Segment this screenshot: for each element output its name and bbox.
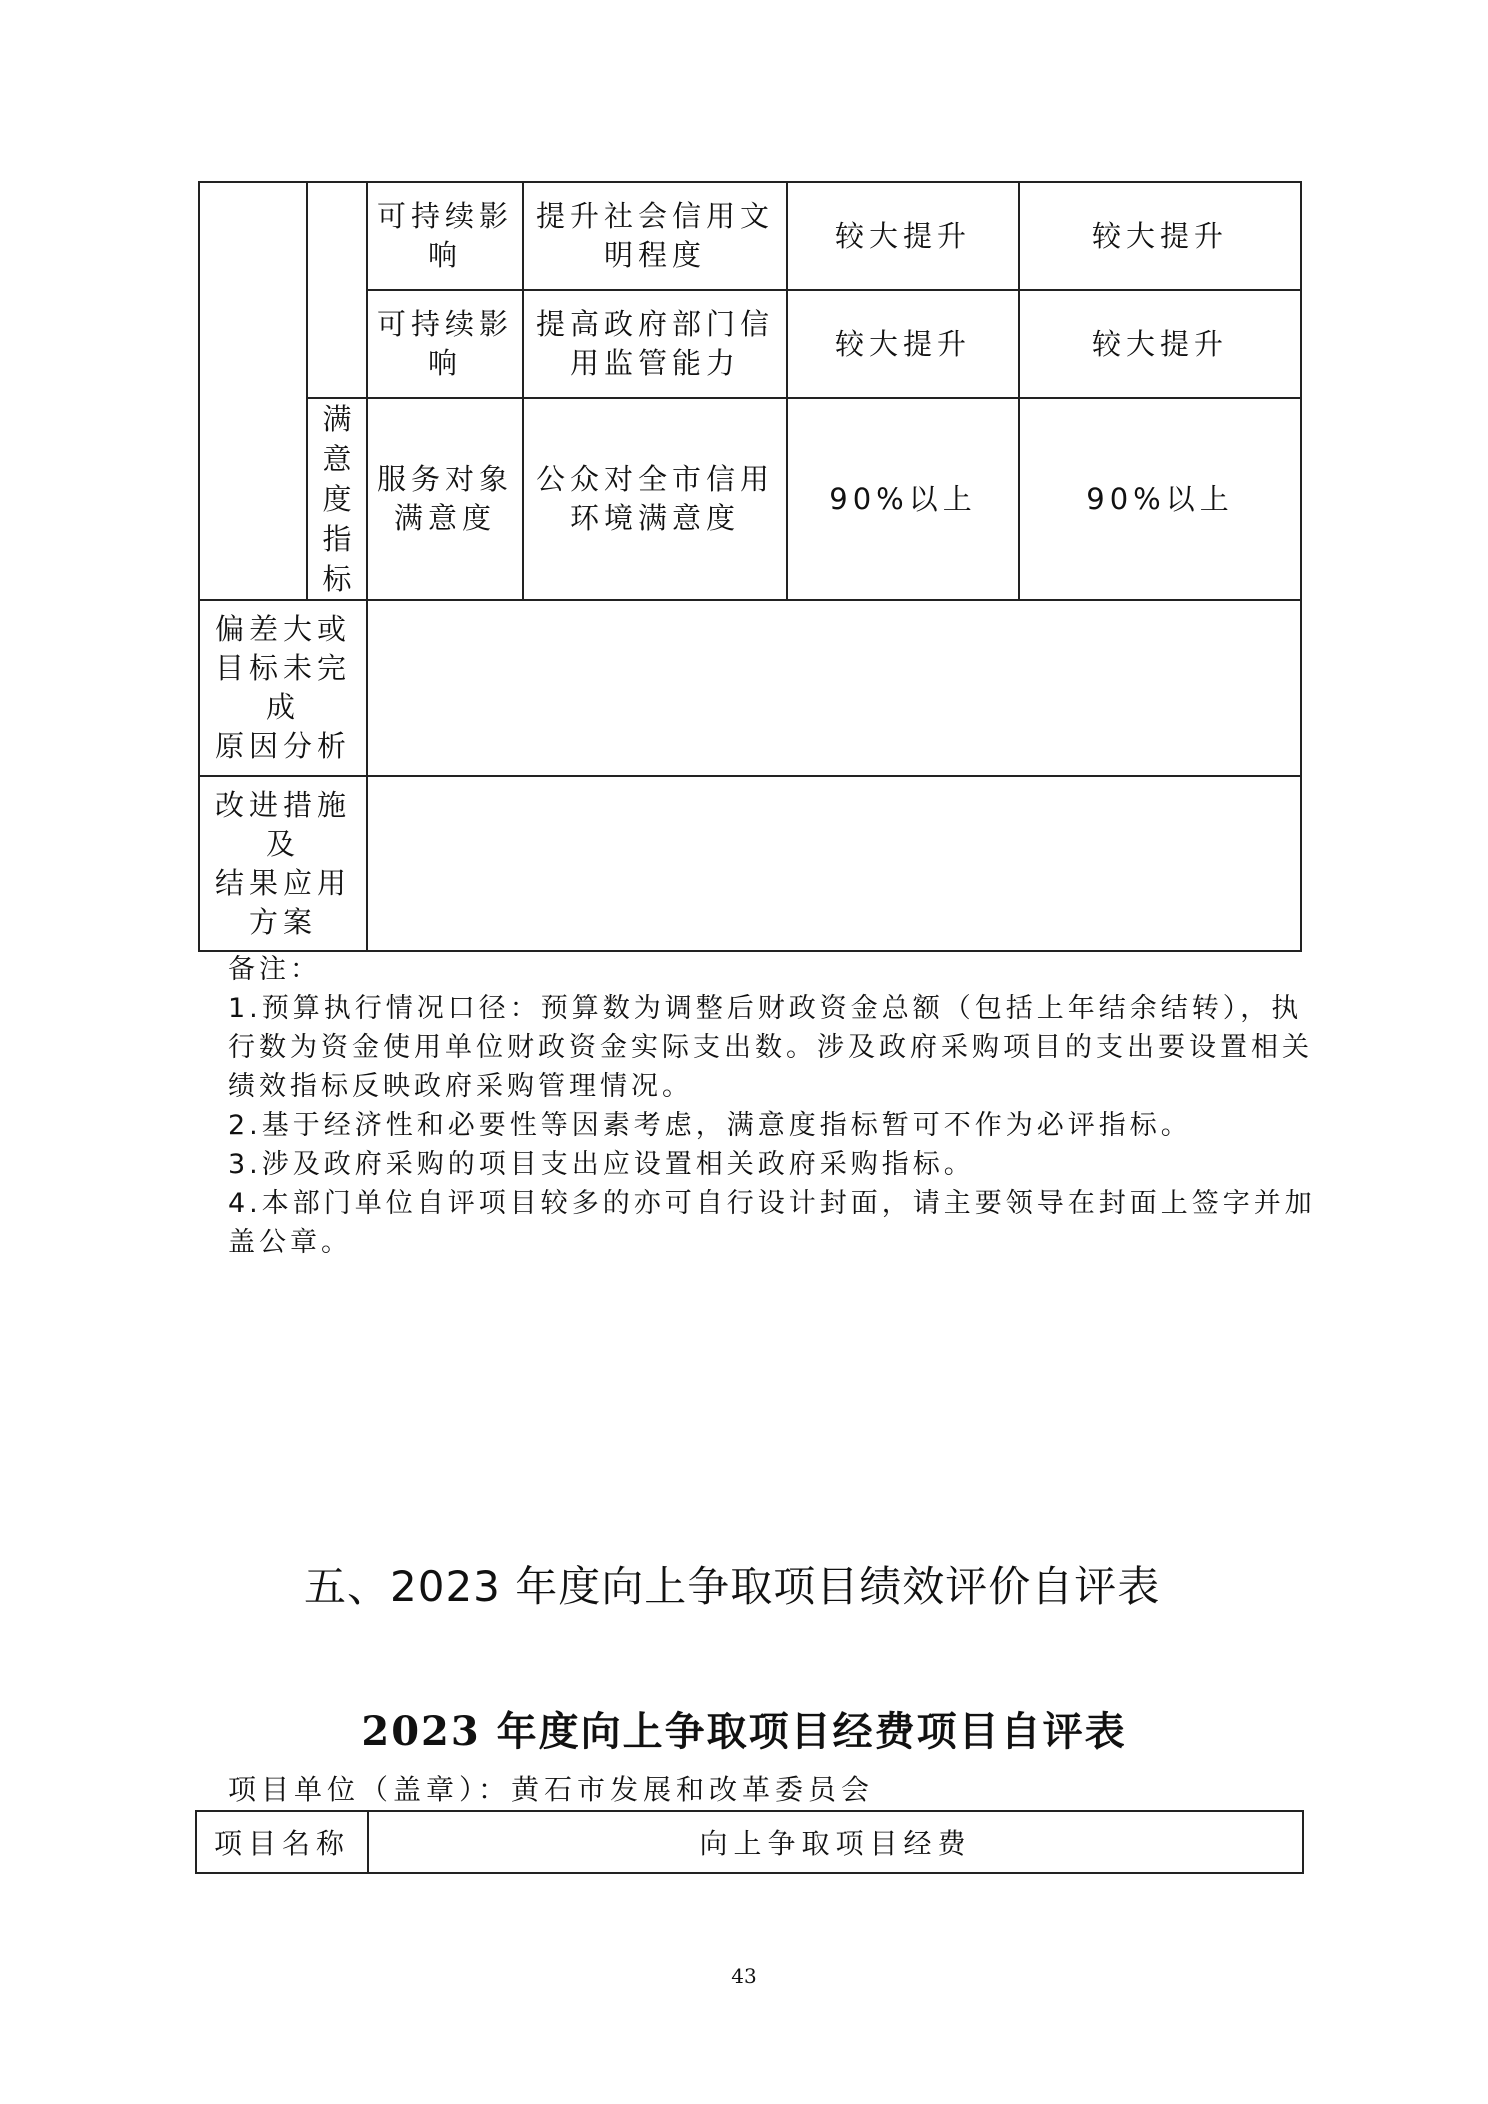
project-name-table — [195, 1810, 1304, 1874]
sub-indicator-cell: 可持续影响 — [367, 182, 523, 290]
note-line: 4.本部门单位自评项目较多的亦可自行设计封面，请主要领导在封面上签字并加 — [228, 1188, 1316, 1219]
sub-indicator-cell: 可持续影响 — [367, 290, 523, 398]
actual-value-cell: 90%以上 — [1019, 398, 1301, 600]
note-line: 绩效指标反映政府采购管理情况。 — [228, 1071, 693, 1102]
deviation-label-cell: 偏差大或 目标未完 成 原因分析 — [199, 600, 367, 776]
note-line: 1.预算执行情况口径：预算数为调整后财政资金总额（包括上年结余结转），执 — [228, 993, 1303, 1024]
target-value-cell: 90%以上 — [787, 398, 1019, 600]
sub-indicator-cell: 服务对象满意度 — [367, 398, 523, 600]
project-unit-line: 项目单位（盖章）：黄石市发展和改革委员会 — [228, 1773, 875, 1806]
blank-subcategory-cell — [307, 182, 367, 398]
indicator-cell: 提升社会信用文明程度 — [523, 182, 787, 290]
improvement-content-cell — [367, 776, 1301, 951]
satisfaction-category-cell: 满 意 度 指 标 — [307, 398, 367, 600]
target-value-cell: 较大提升 — [787, 182, 1019, 290]
note-line: 行数为资金使用单位财政资金实际支出数。涉及政府采购项目的支出要设置相关 — [228, 1032, 1313, 1063]
blank-category-cell — [199, 182, 307, 600]
indicator-cell: 公众对全市信用环境满意度 — [523, 398, 787, 600]
actual-value-cell: 较大提升 — [1019, 182, 1301, 290]
project-name-label: 项目名称 — [196, 1811, 368, 1873]
note-line: 盖公章。 — [228, 1227, 352, 1258]
actual-value-cell: 较大提升 — [1019, 290, 1301, 398]
project-name-value: 向上争取项目经费 — [368, 1811, 1303, 1873]
note-line: 3.涉及政府采购的项目支出应设置相关政府采购指标。 — [228, 1149, 975, 1180]
target-value-cell: 较大提升 — [787, 290, 1019, 398]
improvement-label-cell: 改进措施 及 结果应用 方案 — [199, 776, 367, 951]
table-title: 2023 年度向上争取项目经费项目自评表 — [361, 1708, 1127, 1755]
indicator-cell: 提高政府部门信用监管能力 — [523, 290, 787, 398]
notes-title: 备注： — [228, 954, 321, 985]
deviation-content-cell — [367, 600, 1301, 776]
section-heading: 五、2023 年度向上争取项目绩效评价自评表 — [304, 1562, 1161, 1611]
page-number: 43 — [731, 1964, 757, 1988]
note-line: 2.基于经济性和必要性等因素考虑，满意度指标暂可不作为必评指标。 — [228, 1110, 1192, 1141]
performance-indicator-table — [198, 181, 1302, 952]
